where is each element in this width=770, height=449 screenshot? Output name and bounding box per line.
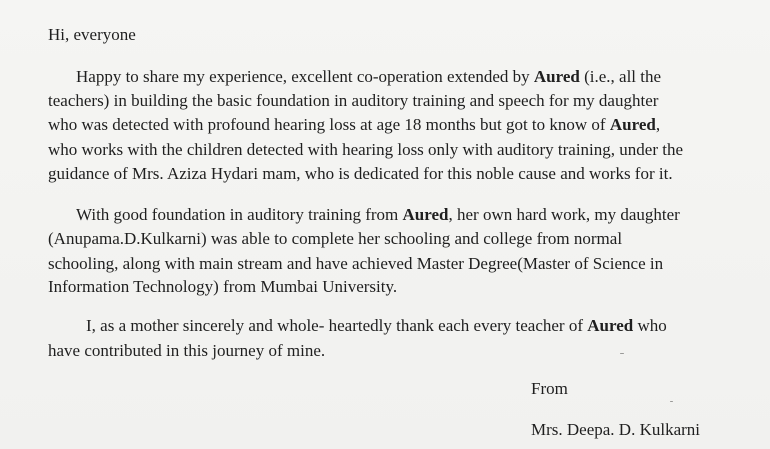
paragraph-1-line-2: teachers) in building the basic foundation in auditory training and speech for my daughter (48, 91, 659, 110)
paragraph-1-line-1: Happy to share my experience, excellent co-operation extended by Aured (i.e., all the (76, 67, 662, 86)
scan-speck (620, 353, 624, 354)
aured-emphasis: Aured (402, 205, 449, 224)
paragraph-2-line-1: With good foundation in auditory training from Aured, her own hard work, my daughter (76, 205, 680, 224)
signature-name: Mrs. Deepa. D. Kulkarni (531, 420, 701, 439)
paragraph-3-line-2: have contributed in this journey of mine. (48, 341, 326, 360)
paragraph-3-line-1: I, as a mother sincerely and whole- heartedly thank each every teacher of Aured who (86, 316, 667, 335)
paragraph-1-line-4: who works with the children detected with hearing loss only with auditory training, under the (48, 140, 684, 159)
paragraph-2-line-4: Information Technology) from Mumbai University. (48, 277, 398, 296)
paragraph-1-line-5: guidance of Mrs. Aziza Hydari mam, who is dedicated for this noble cause and works for it. (48, 164, 673, 183)
scan-speck (670, 401, 673, 402)
aured-emphasis: Aured (587, 316, 634, 335)
closing-from: From (531, 379, 568, 398)
paragraph-2-line-3: schooling, along with main stream and have achieved Master Degree(Master of Science in (48, 254, 664, 273)
paragraph-2-line-2: (Anupama.D.Kulkarni) was able to complete her schooling and college from normal (48, 229, 623, 248)
paragraph-1-line-3: who was detected with profound hearing loss at age 18 months but got to know of Aured, (48, 115, 661, 134)
aured-emphasis: Aured (609, 115, 656, 134)
greeting: Hi, everyone (48, 25, 136, 44)
aured-emphasis: Aured (533, 67, 580, 86)
